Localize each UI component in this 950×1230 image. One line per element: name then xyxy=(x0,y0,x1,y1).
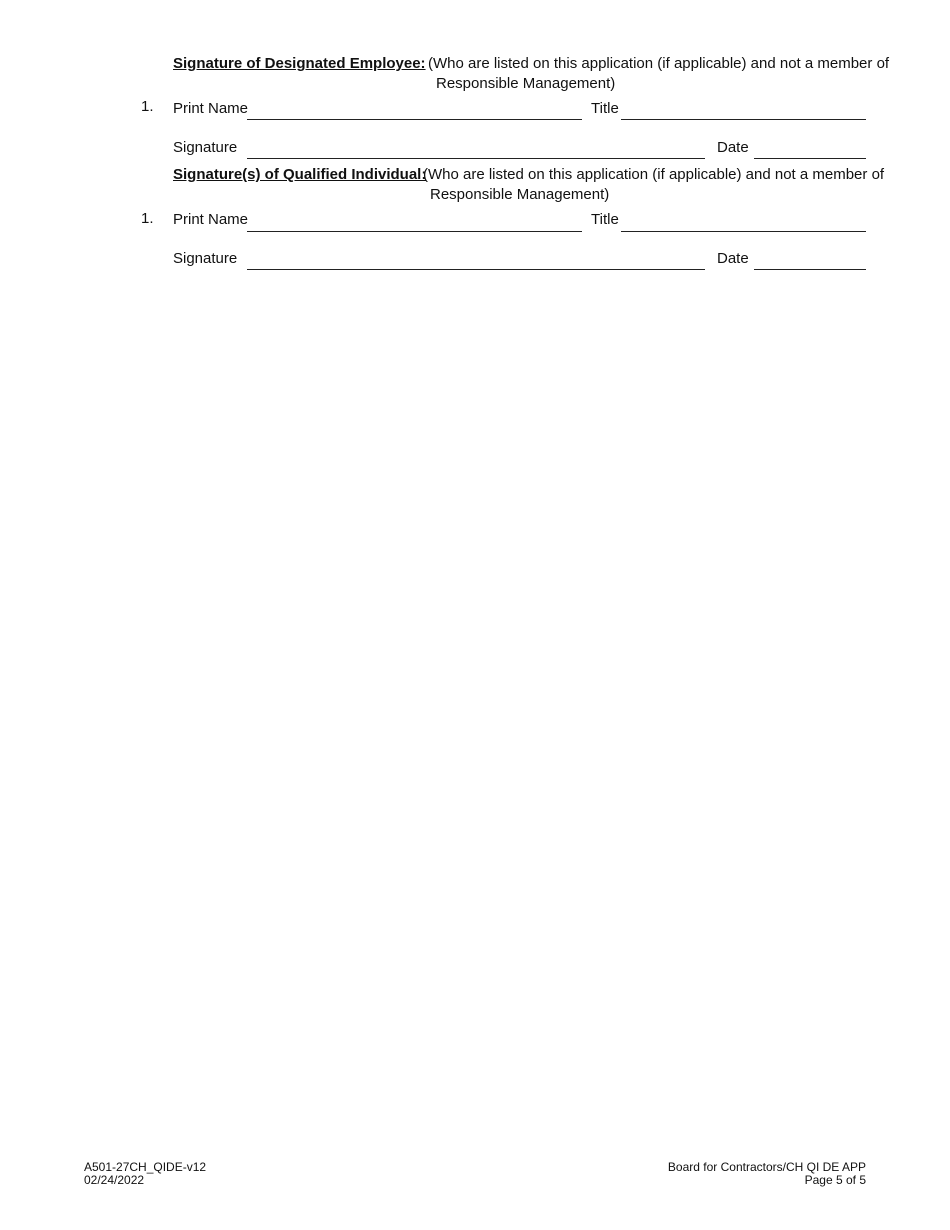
form-date: 02/24/2022 xyxy=(84,1173,145,1187)
row-number: 1. xyxy=(141,210,154,227)
date-field[interactable] xyxy=(754,269,866,270)
date-label: Date xyxy=(717,139,749,156)
row-number: 1. xyxy=(141,98,154,115)
title-label: Title xyxy=(591,211,619,228)
title-label: Title xyxy=(591,100,619,117)
signature-field[interactable] xyxy=(247,269,705,270)
print-name-field[interactable] xyxy=(247,231,582,232)
signature-field[interactable] xyxy=(247,158,705,159)
print-name-label: Print Name xyxy=(173,100,249,117)
section-note: (Who are listed on this application (if applicable) and not a member of xyxy=(428,55,890,72)
section-note-continued: Responsible Management) xyxy=(436,75,616,92)
section-heading: Signature of Designated Employee: xyxy=(173,55,426,72)
title-field[interactable] xyxy=(621,231,866,232)
form-id: A501-27CH_QIDE-v12 xyxy=(84,1160,207,1174)
signature-label: Signature xyxy=(173,139,238,156)
print-name-field[interactable] xyxy=(247,119,582,120)
print-name-label: Print Name xyxy=(173,211,249,228)
title-field[interactable] xyxy=(621,119,866,120)
board-name: Board for Contractors/CH QI DE APP xyxy=(667,1160,866,1174)
signature-label: Signature xyxy=(173,250,238,267)
date-label: Date xyxy=(717,250,749,267)
footer-right xyxy=(668,1161,866,1187)
date-field[interactable] xyxy=(754,158,866,159)
footer-left xyxy=(84,1161,206,1187)
section-heading: Signature(s) of Qualified Individual: xyxy=(173,166,427,183)
section-note-continued: Responsible Management) xyxy=(430,186,610,203)
section-note: (Who are listed on this application (if applicable) and not a member of xyxy=(423,166,885,183)
page-number: Page 5 of 5 xyxy=(804,1173,866,1187)
